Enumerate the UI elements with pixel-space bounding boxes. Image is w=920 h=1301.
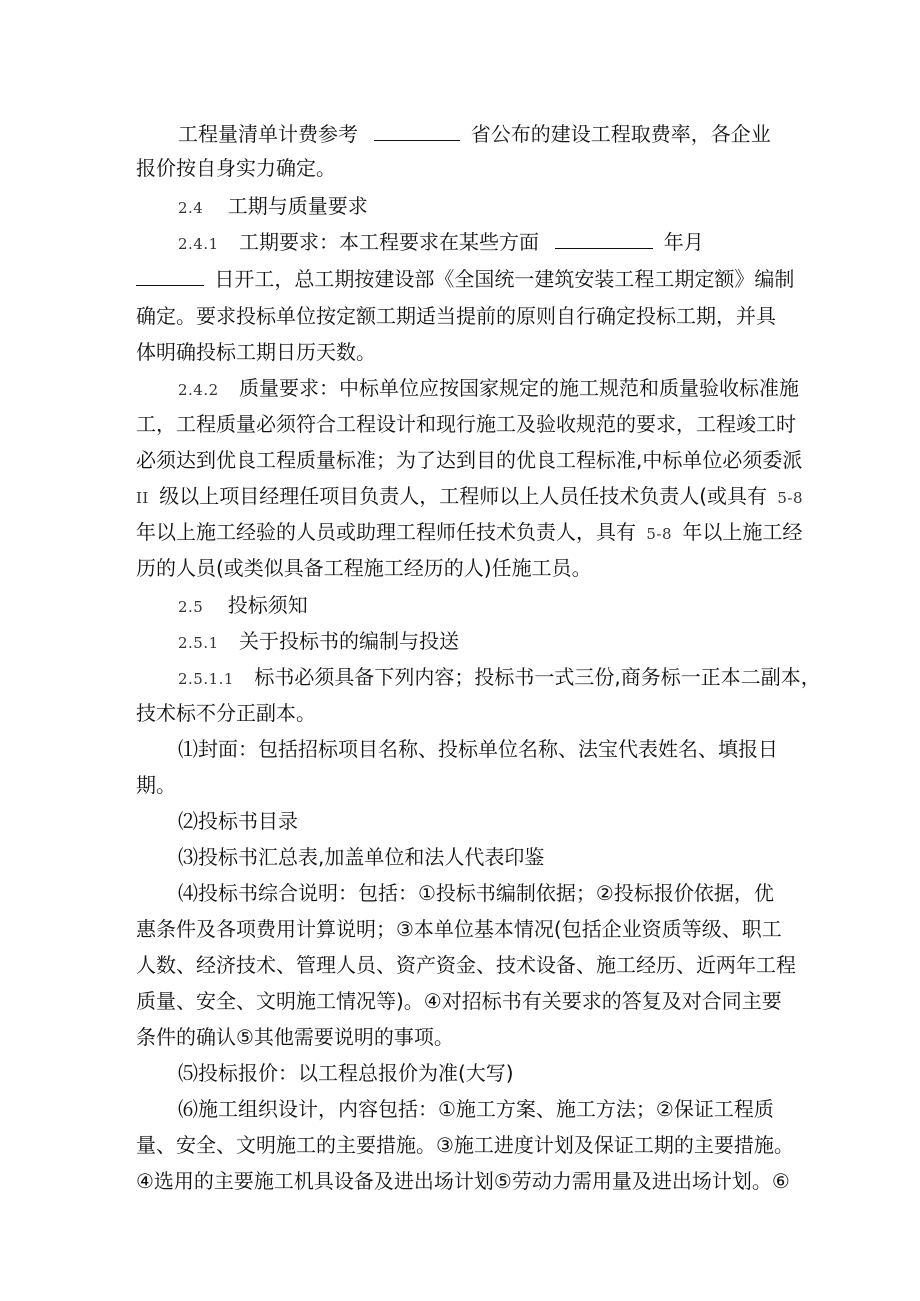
section-number: 2.5 — [178, 598, 204, 616]
paragraph-line — [136, 265, 794, 293]
text: ⑵投标书目录 — [178, 809, 298, 833]
text: 工期要求：本工程要求在某些方面 — [239, 230, 540, 254]
text: 必须达到优良工程质量标准；为了达到目的优良工程标准,中标单位必须委派 — [136, 448, 803, 472]
text: 日开工，总工期按建设部《全国统一建筑安装工程工期定额》编制 — [214, 267, 795, 291]
text: 人数、经济技术、管理人员、资产资金、技术设备、施工经历、近两年工程 — [136, 953, 796, 977]
text: 期。 — [136, 773, 176, 797]
list-item — [178, 1095, 774, 1123]
text: 体明确投标工期日历天数。 — [136, 340, 376, 364]
fill-blank — [136, 265, 204, 286]
section-number: 2.4 — [178, 199, 204, 217]
list-item — [178, 843, 544, 871]
text: 量、安全、文明施工的主要措施。③施工进度计划及保证工期的主要措施。 — [136, 1133, 794, 1157]
paragraph-line — [136, 410, 796, 438]
text: 惠条件及各项费用计算说明；③本单位基本情况(包括企业资质等级、职工 — [136, 917, 782, 941]
list-item — [178, 807, 298, 835]
text: 确定。要求投标单位按定额工期适当提前的原则自行确定投标工期，并具 — [136, 304, 776, 328]
paragraph-line — [136, 1167, 790, 1195]
text: ⑴封面：包括招标项目名称、投标单位名称、法宝代表姓名、填报日 — [178, 737, 778, 761]
paragraph-line — [136, 987, 782, 1015]
paragraph-line — [136, 446, 802, 474]
fill-blank — [555, 228, 653, 249]
text: 级以上项目经理任项目负责人，工程师以上人员任技术负责人(或具有 — [159, 484, 768, 508]
text: 条件的确认⑤其他需要说明的事项。 — [136, 1025, 454, 1049]
paragraph-line — [136, 302, 776, 330]
paragraph-line — [136, 518, 802, 548]
section-number: 2.5.1.1 — [178, 670, 234, 688]
paragraph-line — [136, 482, 803, 512]
text: 质量要求：中标单位应按国家规定的施工规范和质量验收标准施 — [239, 376, 800, 400]
list-item — [178, 1059, 514, 1087]
text: 年以上施工经验的人员或助理工程师任技术负责人，具有 — [136, 520, 636, 544]
section-heading — [178, 591, 308, 621]
text: 工期与质量要求 — [227, 194, 368, 218]
text: ⑸投标报价：以工程总报价为准(大写) — [178, 1061, 514, 1085]
list-item — [178, 879, 774, 907]
text: 投标须知 — [227, 593, 308, 617]
roman-numeral: II — [136, 489, 149, 507]
text: 关于投标书的编制与投送 — [239, 629, 460, 653]
paragraph-line — [136, 951, 796, 979]
text: ⑹施工组织设计，内容包括：①施工方案、施工方法；②保证工程质 — [178, 1097, 774, 1121]
text: 省公布的建设工程取费率，各企业 — [470, 122, 771, 146]
text: ④选用的主要施工机具设备及进出场计划⑤劳动力需用量及进出场计划。⑥ — [136, 1169, 790, 1193]
number-range: 5-8 — [646, 525, 673, 543]
paragraph-line — [136, 771, 176, 799]
section-number: 2.5.1 — [178, 634, 219, 652]
text: 工，工程质量必须符合工程设计和现行施工及验收规范的要求，工程竣工时 — [136, 412, 796, 436]
paragraph-line — [136, 154, 336, 182]
text: 技术标不分正副本。 — [136, 701, 316, 725]
paragraph-line — [136, 915, 782, 943]
text: ⑶投标书汇总表,加盖单位和法人代表印鉴 — [178, 845, 545, 869]
paragraph-line — [178, 228, 704, 258]
paragraph-line — [178, 374, 799, 404]
paragraph-line — [136, 554, 592, 582]
fill-blank — [374, 120, 460, 141]
section-number: 2.4.1 — [178, 235, 219, 253]
paragraph-line — [136, 1023, 454, 1051]
paragraph-line — [136, 699, 316, 727]
text: 报价按自身实力确定。 — [136, 156, 336, 180]
text: 质量、安全、文明施工情况等)。④对招标书有关要求的答复及对合同主要 — [136, 989, 782, 1013]
paragraph-line — [178, 120, 771, 148]
section-number: 2.4.2 — [178, 381, 219, 399]
text: 年以上施工经 — [682, 520, 803, 544]
section-heading — [178, 627, 459, 657]
paragraph-line — [178, 663, 821, 693]
text: 工程量清单计费参考 — [178, 122, 358, 146]
text: 年月 — [663, 230, 704, 254]
text: 历的人员(或类似具备工程施工经历的人)任施工员。 — [136, 556, 592, 580]
number-range: 5-8 — [777, 489, 804, 507]
paragraph-line — [136, 1131, 794, 1159]
text: 标书必须具备下列内容；投标书一式三份,商务标一正本二副本， — [254, 665, 821, 689]
text: ⑷投标书综合说明：包括：①投标书编制依据；②投标报价依据，优 — [178, 881, 774, 905]
list-item — [178, 735, 778, 763]
paragraph-line — [136, 338, 376, 366]
section-heading — [178, 192, 368, 222]
